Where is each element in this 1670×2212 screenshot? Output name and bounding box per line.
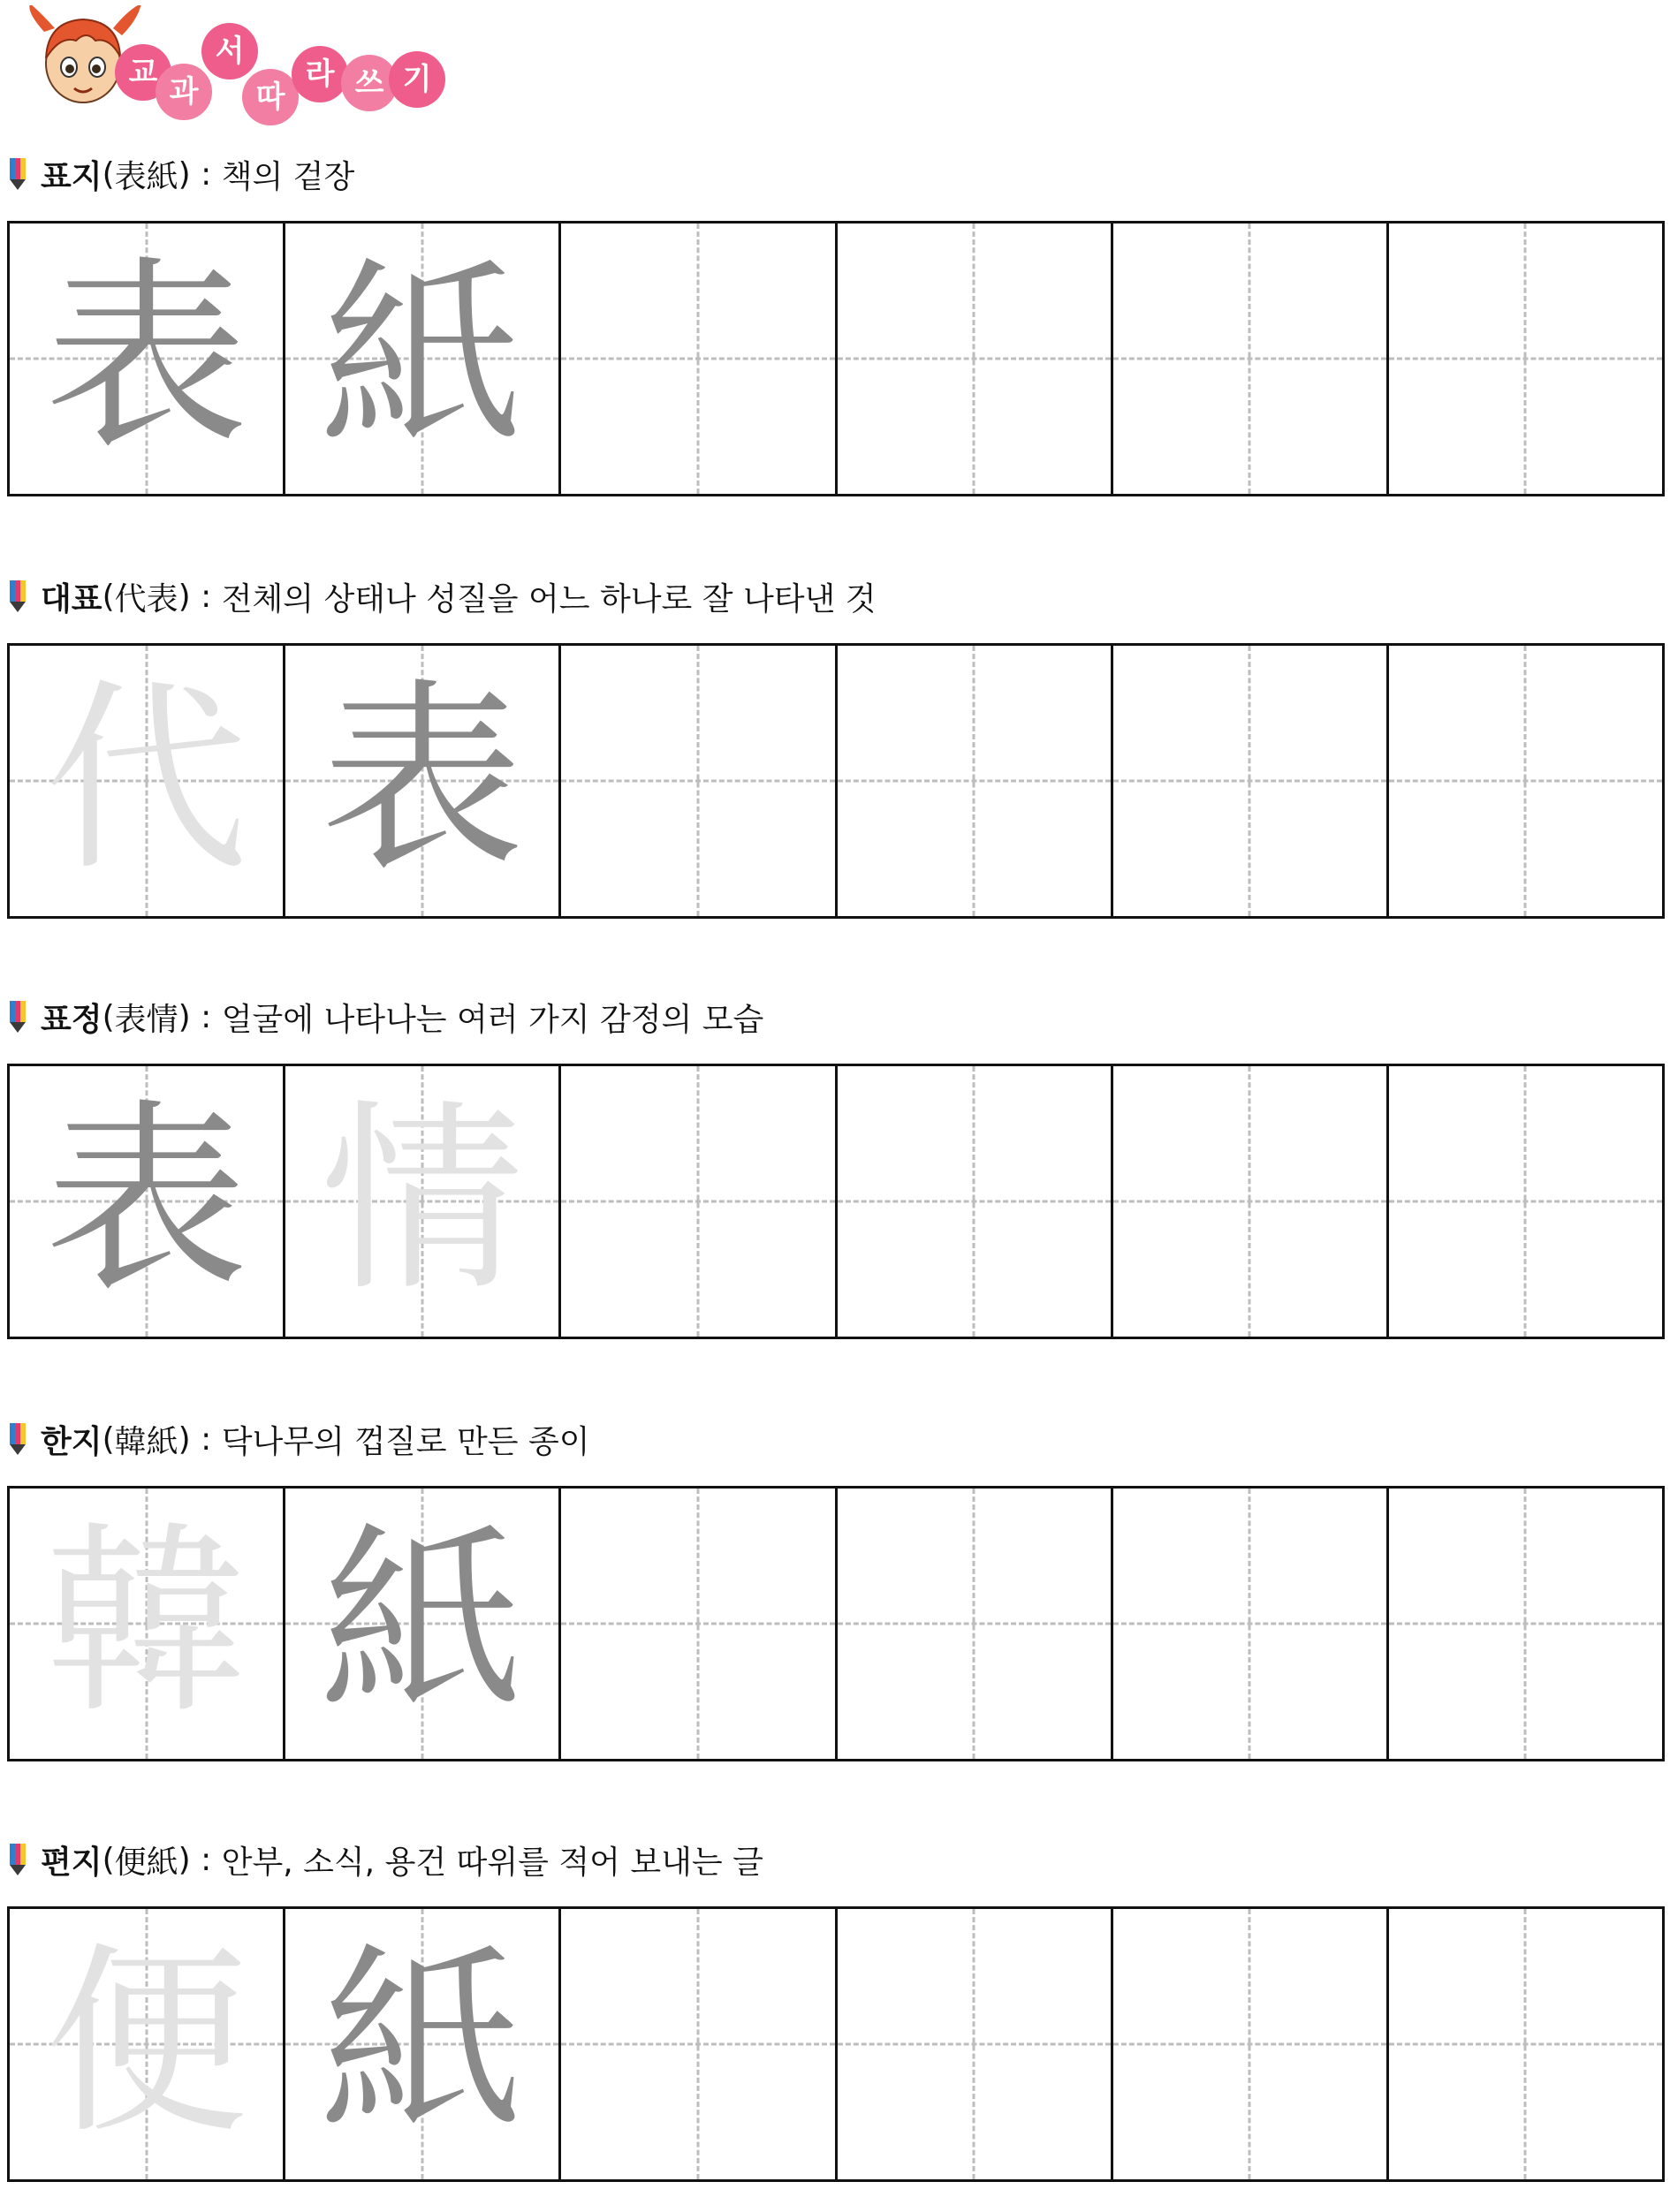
word-meaning: 안부, 소식, 용건 따위를 적어 보내는 글 [221,1844,763,1881]
title-char-4: 따 [242,69,299,125]
word-hangul: 표정 [41,1001,102,1038]
practice-cell[interactable] [838,1489,1113,1759]
practice-cell[interactable] [1113,1909,1389,2179]
word-meaning: 전체의 상태나 성질을 어느 하나로 잘 나타낸 것 [221,580,877,617]
trace-character: 便 [44,1926,248,2162]
practice-cell[interactable] [1113,1489,1389,1759]
trace-character: 韓 [44,1505,248,1741]
word-hanja: 表紙 [114,158,178,195]
practice-cell[interactable] [561,223,837,494]
practice-cell[interactable] [561,1066,837,1337]
writing-grid [7,1064,1665,1339]
word-hanja: 韓紙 [114,1423,178,1460]
practice-cell[interactable] [1113,646,1389,916]
trace-character: 表 [44,1083,248,1319]
writing-grid [7,221,1665,496]
word-meaning: 책의 겉장 [221,158,355,195]
trace-cell [285,646,561,916]
practice-cell[interactable] [838,223,1113,494]
title-char-3: 서 [201,23,258,80]
title-logo [25,5,484,120]
word-meaning: 닥나무의 껍질로 만든 종이 [221,1423,590,1460]
section-heading: 편지 ( 便紙 ) : 안부, 소식, 용건 따위를 적어 보내는 글 [7,1837,763,1882]
practice-cell[interactable] [561,1489,837,1759]
writing-grid [7,643,1665,919]
practice-cell[interactable] [1113,223,1389,494]
trace-cell [10,1066,285,1337]
trace-cell [10,223,285,494]
pencil-icon [7,156,28,192]
pencil-icon [7,579,28,614]
word-hanja: 代表 [114,580,178,617]
pencil-icon [7,1421,28,1457]
trace-cell [10,1489,285,1759]
title-char-5: 라 [292,46,348,102]
practice-cell[interactable] [838,646,1113,916]
trace-cell [285,223,561,494]
section-heading: 대표 ( 代表 ) : 전체의 상태나 성질을 어느 하나로 잘 나타낸 것 [7,574,877,618]
word-hangul: 대표 [41,580,102,617]
word-hangul: 한지 [41,1423,102,1460]
section-heading: 한지 ( 韓紙 ) : 닥나무의 껍질로 만든 종이 [7,1417,590,1461]
word-hanja: 便紙 [114,1844,178,1881]
practice-cell[interactable] [838,1909,1113,2179]
trace-character: 紙 [320,240,524,476]
writing-grid [7,1906,1665,2182]
writing-grid [7,1486,1665,1761]
title-char-2: 과 [156,64,212,120]
section-heading: 표정 ( 表情 ) : 얼굴에 나타나는 여러 가지 감정의 모습 [7,995,763,1039]
title-char-7: 기 [389,51,445,108]
practice-cell[interactable] [561,1909,837,2179]
practice-cell[interactable] [1389,223,1662,494]
trace-cell [10,1909,285,2179]
practice-cell[interactable] [1113,1066,1389,1337]
word-hangul: 표지 [41,158,102,195]
practice-cell[interactable] [1389,1489,1662,1759]
title-char-1: 교 [115,44,171,101]
practice-cell[interactable] [838,1066,1113,1337]
trace-character: 表 [44,240,248,476]
trace-character: 紙 [320,1505,524,1741]
word-meaning: 얼굴에 나타나는 여러 가지 감정의 모습 [221,1001,764,1038]
practice-cell[interactable] [1389,1909,1662,2179]
word-hangul: 편지 [41,1844,102,1881]
practice-cell[interactable] [1389,646,1662,916]
word-hanja: 表情 [114,1001,178,1038]
trace-cell [10,646,285,916]
trace-cell [285,1909,561,2179]
trace-character: 紙 [320,1926,524,2162]
trace-character: 情 [320,1083,524,1319]
trace-cell [285,1489,561,1759]
title-char-6: 쓰 [341,55,398,111]
practice-cell[interactable] [561,646,837,916]
section-heading: 표지 ( 表紙 ) : 책의 겉장 [7,152,354,196]
pencil-icon [7,999,28,1034]
trace-character: 代 [44,663,248,898]
trace-cell [285,1066,561,1337]
practice-cell[interactable] [1389,1066,1662,1337]
pencil-icon [7,1842,28,1877]
trace-character: 表 [320,663,524,898]
